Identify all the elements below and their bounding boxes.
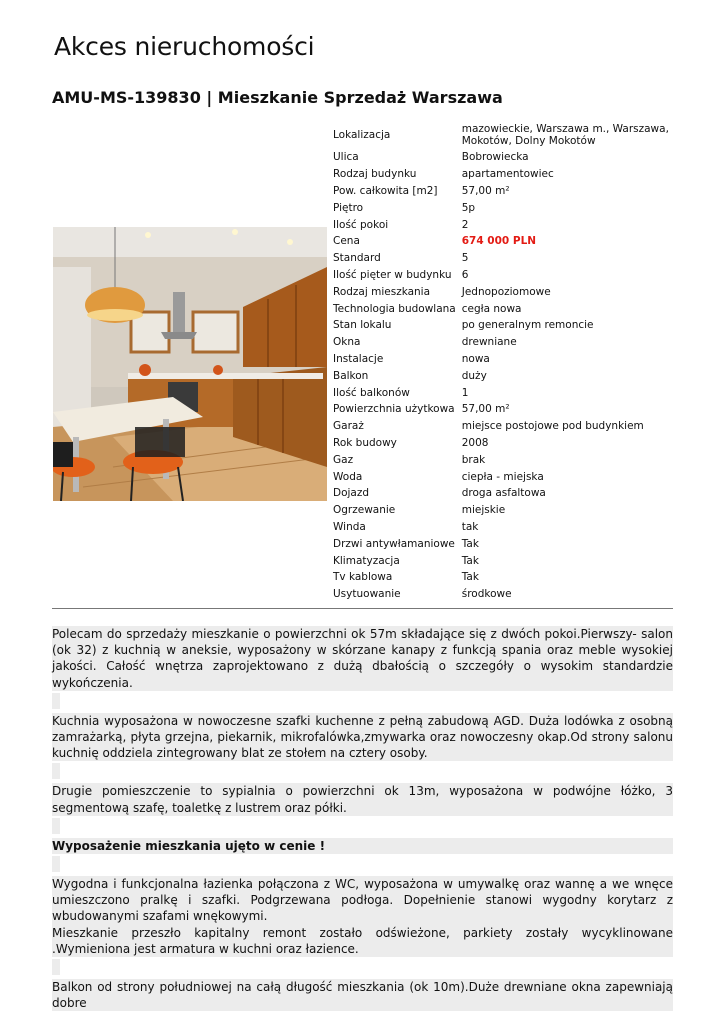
spec-row bbox=[330, 367, 675, 384]
spec-label: Okna bbox=[333, 336, 361, 349]
spacer bbox=[52, 693, 60, 709]
spec-row bbox=[330, 149, 675, 166]
spec-row bbox=[330, 502, 675, 519]
spec-label: Gaz bbox=[333, 453, 354, 466]
spec-label: Ilość pięter w budynku bbox=[333, 268, 452, 281]
spec-value: 57,00 m² bbox=[461, 403, 510, 416]
spec-row bbox=[330, 418, 675, 435]
spec-label: Powierzchnia użytkowa bbox=[333, 403, 455, 416]
spec-label: Winda bbox=[333, 520, 366, 533]
spacer bbox=[52, 818, 60, 834]
spec-value: środkowe bbox=[461, 588, 512, 601]
spec-label: Balkon bbox=[333, 369, 369, 382]
price-value: 674 000 PLN bbox=[461, 235, 537, 248]
spec-value: tak bbox=[461, 520, 479, 533]
kitchen-photo bbox=[53, 227, 327, 501]
spec-value: Tak bbox=[461, 554, 479, 567]
spec-row bbox=[330, 267, 675, 284]
spec-row bbox=[330, 317, 675, 334]
spec-label: Lokalizacja bbox=[333, 129, 391, 141]
listing-title: AMU-MS-139830 | Mieszkanie Sprzedaż Warszawa bbox=[52, 88, 503, 107]
spec-label: Drzwi antywłamaniowe bbox=[333, 537, 455, 550]
spec-value: 5 bbox=[461, 252, 469, 265]
spec-value: 1 bbox=[461, 386, 469, 399]
description-paragraph: Wygodna i funkcjonalna łazienka połączona z WC, wyposażona w umywalkę oraz wannę a we wnęce umieszczono pralkę i szafki. Podgrzewana podłoga. Dopełnienie stanowi wygodny korytarz z wbudowanymi szafami wnękowymi. bbox=[52, 877, 673, 924]
spec-label: Woda bbox=[333, 470, 363, 483]
spec-row bbox=[330, 552, 675, 569]
spec-value: brak bbox=[461, 453, 486, 466]
spec-value: 57,00 m² bbox=[461, 184, 510, 197]
spec-value: miejsce postojowe pod budynkiem bbox=[461, 420, 644, 433]
spec-label: Ilość pokoi bbox=[333, 218, 389, 231]
description-paragraph: Kuchnia wyposażona w nowoczesne szafki kuchenne z pełną zabudową AGD. Duża lodówka z osobną zamrażarką, płyta grzejna, piekarnik, mikrofalówka,zmywarka oraz nowoczesny okap.Od strony salonu kuchnię oddziela zintegrowany blat ze stołem na cztery osoby. bbox=[52, 713, 673, 761]
spec-value: 2 bbox=[461, 218, 469, 231]
description-paragraph: Mieszkanie przeszło kapitalny remont zostało odświeżone, parkiety zostały wycyklinowane .Wymieniona jest armatura w kuchni oraz łazience. bbox=[52, 925, 673, 956]
spec-label: Technologia budowlana bbox=[333, 302, 456, 315]
spec-row bbox=[330, 569, 675, 586]
description bbox=[52, 626, 673, 1011]
spec-row bbox=[330, 199, 675, 216]
spacer bbox=[52, 763, 60, 779]
spacer bbox=[52, 856, 60, 872]
spec-row bbox=[330, 435, 675, 452]
spec-label: Dojazd bbox=[333, 487, 370, 500]
spec-value: ciepła - miejska bbox=[461, 470, 544, 483]
spec-row bbox=[330, 468, 675, 485]
spec-label: Ogrzewanie bbox=[333, 504, 396, 517]
spec-label: Piętro bbox=[333, 201, 364, 214]
description-paragraph: Balkon od strony południowej na całą długość mieszkania (ok 10m).Duże drewniane okna zapewniają dobre bbox=[52, 980, 673, 1011]
spec-row bbox=[330, 351, 675, 368]
spec-value: po generalnym remoncie bbox=[461, 319, 594, 332]
spec-label: Cena bbox=[333, 235, 360, 248]
spec-label: Instalacje bbox=[333, 352, 384, 365]
spec-value: Tak bbox=[461, 537, 479, 550]
spec-label: Rok budowy bbox=[333, 436, 397, 449]
spec-label: Ilość balkonów bbox=[333, 386, 410, 399]
spec-label: Pow. całkowita [m2] bbox=[333, 184, 438, 197]
description-paragraph: Polecam do sprzedaży mieszkanie o powierzchni ok 57m składające się z dwóch pokoi.Pierwszy- salon (ok 32) z kuchnią w aneksie, wyposażony w skórzane kanapy z funkcją spania oraz meble wysokiej jakości. Całość wnętrza zaprojektowano z dużą dbałością o szczegóły o wysokim standardzie wykończenia. bbox=[52, 627, 673, 690]
spec-value: cegła nowa bbox=[461, 302, 522, 315]
spec-value: Bobrowiecka bbox=[461, 151, 529, 164]
spec-row bbox=[330, 300, 675, 317]
spec-value: apartamentowiec bbox=[461, 168, 554, 181]
spec-label: Rodzaj budynku bbox=[333, 168, 417, 181]
spec-row bbox=[330, 485, 675, 502]
spec-value: mazowieckie, Warszawa m., Warszawa, Mokotów, Dolny Mokotów bbox=[461, 123, 669, 147]
spec-value: drewniane bbox=[461, 336, 517, 349]
spec-value: Jednopoziomowe bbox=[461, 285, 551, 298]
spec-label: Stan lokalu bbox=[333, 319, 392, 332]
spec-row bbox=[330, 233, 675, 250]
spec-row bbox=[330, 334, 675, 351]
spec-value: 2008 bbox=[461, 436, 489, 449]
spec-row bbox=[330, 183, 675, 200]
spec-row bbox=[330, 384, 675, 401]
spec-value: droga asfaltowa bbox=[461, 487, 546, 500]
spec-row bbox=[330, 535, 675, 552]
description-paragraph: Drugie pomieszczenie to sypialnia o powierzchni ok 13m, wyposażona w podwójne łóżko, 3 segmentową szafę, toaletkę z lustrem oraz półki. bbox=[52, 784, 673, 815]
spec-value: 6 bbox=[461, 268, 469, 281]
spec-label: Tv kablowa bbox=[333, 571, 393, 584]
spec-row bbox=[330, 401, 675, 418]
spec-label: Standard bbox=[333, 252, 381, 265]
spec-label: Usytuowanie bbox=[333, 588, 401, 601]
spacer bbox=[52, 959, 60, 975]
spec-label: Garaż bbox=[333, 420, 364, 433]
spec-row bbox=[330, 250, 675, 267]
spec-row bbox=[330, 216, 675, 233]
spec-value: nowa bbox=[461, 352, 490, 365]
spec-label: Ulica bbox=[333, 151, 359, 164]
spec-value: duży bbox=[461, 369, 487, 382]
spec-label: Rodzaj mieszkania bbox=[333, 285, 431, 298]
spec-row bbox=[330, 283, 675, 300]
brand-name: Akces nieruchomości bbox=[54, 32, 315, 61]
description-paragraph-bold: Wyposażenie mieszkania ujęto w cenie ! bbox=[52, 838, 673, 854]
spec-row bbox=[330, 451, 675, 468]
section-divider bbox=[52, 608, 673, 609]
spec-value: miejskie bbox=[461, 504, 506, 517]
specs-table bbox=[330, 121, 675, 603]
spec-row bbox=[330, 121, 675, 149]
spec-row bbox=[330, 586, 675, 603]
spec-row bbox=[330, 519, 675, 536]
spec-row bbox=[330, 166, 675, 183]
spec-label: Klimatyzacja bbox=[333, 554, 400, 567]
spec-value: 5p bbox=[461, 201, 476, 214]
spec-value: Tak bbox=[461, 571, 479, 584]
